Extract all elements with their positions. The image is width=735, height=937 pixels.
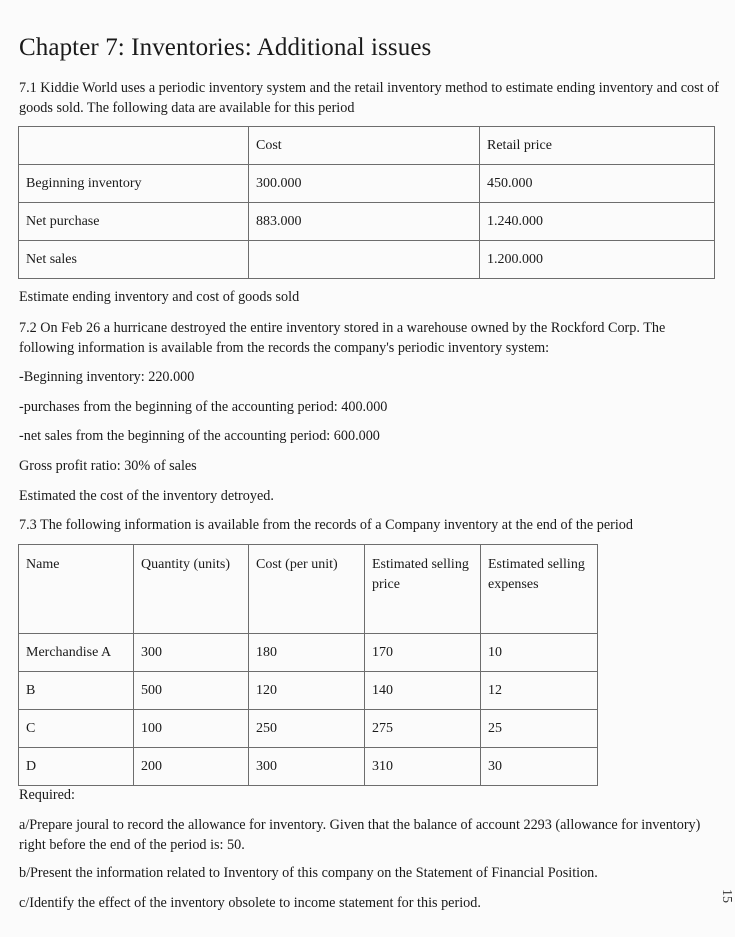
required-item-c: c/Identify the effect of the inventory obsolete to income statement for this period.: [19, 895, 481, 911]
table-cell: [249, 241, 480, 279]
table-header-row: [19, 127, 715, 165]
table-header-cell: Quantity (units): [134, 545, 249, 634]
q2-line: -purchases from the beginning of the accounting period: 400.000: [19, 399, 388, 415]
retail-inventory-table: [18, 126, 715, 279]
table-cell: 275: [365, 710, 481, 748]
required-label: Required:: [19, 787, 75, 803]
required-item-b: b/Present the information related to Inventory of this company on the Statement of Financial Position.: [19, 865, 598, 881]
table-row: [19, 672, 598, 710]
table-cell: 450.000: [480, 165, 715, 203]
table-cell: Net sales: [19, 241, 249, 279]
table-header-cell: Name: [19, 545, 134, 634]
table-cell: 140: [365, 672, 481, 710]
q2-line: Gross profit ratio: 30% of sales: [19, 458, 197, 474]
table-cell: 1.200.000: [480, 241, 715, 279]
page-title: Chapter 7: Inventories: Additional issues: [19, 34, 432, 61]
q2-line: -net sales from the beginning of the accounting period: 600.000: [19, 428, 380, 444]
table-header-row: [19, 545, 598, 634]
q2-line: -Beginning inventory: 220.000: [19, 369, 195, 385]
table-header-cell: Cost: [249, 127, 480, 165]
q2-line: Estimated the cost of the inventory detroyed.: [19, 488, 274, 504]
table-cell: 180: [249, 634, 365, 672]
table-cell: 25: [481, 710, 598, 748]
table-cell: B: [19, 672, 134, 710]
table-cell: 883.000: [249, 203, 480, 241]
table-row: [19, 165, 715, 203]
table-row: [19, 241, 715, 279]
table-cell: 120: [249, 672, 365, 710]
page-edge-mark: 15: [719, 889, 734, 903]
q2-text: 7.2 On Feb 26 a hurricane destroyed the entire inventory stored in a warehouse owned by the Rockford Corp. The following information is available from the records the company's periodic inventory system:: [19, 320, 666, 356]
table-row: [19, 203, 715, 241]
table-cell: Net purchase: [19, 203, 249, 241]
table-cell: C: [19, 710, 134, 748]
table-cell: 30: [481, 748, 598, 786]
inventory-valuation-table: [18, 544, 598, 786]
table-cell: 100: [134, 710, 249, 748]
table-row: [19, 748, 598, 786]
table-cell: 500: [134, 672, 249, 710]
required-item-a: a/Prepare joural to record the allowance for inventory. Given that the balance of account 2293 (allowance for inventory) right before the end of the period is: 50.: [19, 817, 701, 853]
table-cell: 310: [365, 748, 481, 786]
table-cell: 12: [481, 672, 598, 710]
table-cell: 300.000: [249, 165, 480, 203]
table-cell: 170: [365, 634, 481, 672]
table-cell: Merchandise A: [19, 634, 134, 672]
table-header-cell: Retail price: [480, 127, 715, 165]
q1-text: 7.1 Kiddie World uses a periodic inventory system and the retail inventory method to estimate ending inventory and cost of goods sold. The following data are available for this period: [19, 80, 719, 116]
table-cell: Beginning inventory: [19, 165, 249, 203]
table-cell: D: [19, 748, 134, 786]
table-cell: 250: [249, 710, 365, 748]
table-cell: 10: [481, 634, 598, 672]
table-header-cell: [19, 127, 249, 165]
table-cell: 1.240.000: [480, 203, 715, 241]
table-header-cell: Estimated selling price: [365, 545, 481, 634]
table-header-cell: Cost (per unit): [249, 545, 365, 634]
q1-task: Estimate ending inventory and cost of goods sold: [19, 289, 300, 305]
table-header-cell: Estimated selling expenses: [481, 545, 598, 634]
table-cell: 300: [134, 634, 249, 672]
table-cell: 200: [134, 748, 249, 786]
table-row: [19, 634, 598, 672]
q3-text: 7.3 The following information is available from the records of a Company inventory at the end of the period: [19, 517, 633, 533]
table-cell: 300: [249, 748, 365, 786]
table-row: [19, 710, 598, 748]
